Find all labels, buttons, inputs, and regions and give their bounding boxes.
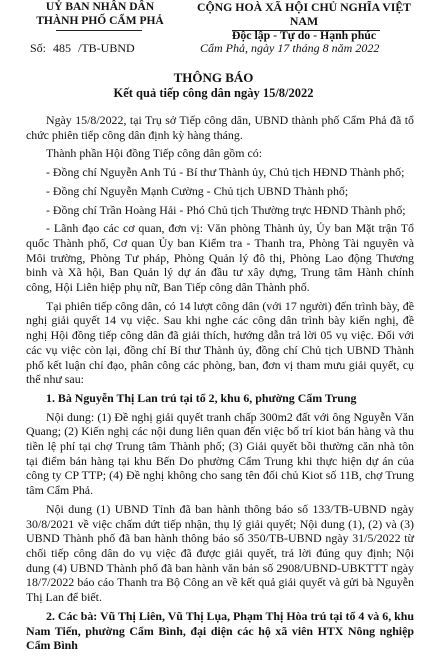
document-title: THÔNG BÁO: [173, 70, 254, 85]
agency-line-2: THÀNH PHỐ CẨM PHẢ: [36, 15, 164, 27]
case-1-heading: 1. Bà Nguyễn Thị Lan trú tại tổ 2, khu 6, phường Cẩm Trung: [46, 390, 357, 405]
doc-number-suffix: /TB-UBND: [78, 41, 135, 55]
council-intro: Thành phần Hội đồng Tiếp công dân gồm có:: [46, 146, 262, 161]
national-motto: [186, 0, 422, 42]
country-name: CỘNG HOÀ XÃ HỘI CHỦ NGHĨA VIỆT NAM: [196, 0, 412, 28]
motto: Độc lập - Tự do - Hạnh phúc: [231, 28, 377, 42]
document-subtitle: Kết quả tiếp công dân ngày 15/8/2022: [113, 86, 314, 100]
case-1-resolution: Nội dung (1) UBND Tỉnh đã ban hành thông báo số 133/TB-UBND ngày 30/8/2021 về việc chấm dứt tiếp nhận, thụ lý giải quyết; Nội dung (1), (2) và (3) UBND Thành phố đã ban hành thông báo số 350/TB-UBND ngày 31/5/2022 từ chối tiếp công dân do vụ việc đã được giải quyết, trả lời đúng quy định; Nội dung (4) UBND Thành phố đã ban hành văn bản số 2908/UBND-UBKTTT ngày 18/7/2022 báo cáo Thanh tra Bộ Công an về kết quả giải quyết và gửi bà Nguyễn Thị Lan để biết.: [26, 501, 414, 605]
agency-underline: [56, 30, 142, 31]
case-2-heading: 2. Các bà: Vũ Thị Liên, Vũ Thị Lụa, Phạm Thị Hòa trú tại tổ 4 và 6, khu Nam Tiến, phường Cẩm Bình, đại diện các hộ xã viên HTX Nông nghiệp Cẩm Bình: [26, 608, 414, 653]
council-agencies: - Lãnh đạo các cơ quan, đơn vị: Văn phòng Thành ủy, Ủy ban Mặt trận Tổ quốc Thành phố, Cơ quan Ủy ban Kiểm tra - Thanh tra, Phòng Tài nguyên và Môi trường, Phòng Tư pháp, Phòng Quản lý đô thị, Phòng Lao động Thương binh và Xã hội, Ban Quản lý dự án đầu tư xây dựng, Trung tâm Hành chính công, Hội Liên hiệp phụ nữ, Ban Tiếp công dân Thành phố.: [26, 221, 414, 295]
document-number: [30, 41, 135, 56]
motto-underline: [232, 30, 380, 31]
case-1-content: Nội dung: (1) Đề nghị giải quyết tranh chấp 300m2 đất với ông Nguyễn Văn Quang; (2) Kiến nghị các nội dung liên quan đến việc bố trí kiot bán hàng và thu tiền lệ phí tại chợ Trung tâm Thành phố; (3) Giải quyết bồi thường căn nhà tôn tại điểm bán hàng tại khu Bến Do phường Cẩm Trung khi thực hiện dự án của công ty CP TTP; (4) Đề nghị không cho sang tên đối chủ Kiot số 11B, chợ Trung tâm Cẩm Phả.: [26, 409, 414, 498]
council-member: - Đồng chí Nguyễn Mạnh Cường - Chủ tịch UBND Thành phố;: [46, 183, 349, 198]
council-member: - Đồng chí Trần Hoàng Hải - Phó Chủ tịch Thường trực HĐND Thành phố;: [46, 202, 406, 217]
document-body: [26, 113, 414, 657]
council-member: - Đồng chí Nguyễn Anh Tú - Bí thư Thành ủy, Chủ tịch HĐND Thành phố;: [46, 165, 405, 180]
issuing-agency: [10, 0, 190, 28]
intro-paragraph: Ngày 15/8/2022, tại Trụ sở Tiếp công dân, UBND thành phố Cẩm Phả đã tổ chức phiên tiếp công dân định kỳ hàng tháng.: [26, 113, 414, 142]
agency-line-1: UỶ BAN NHÂN DÂN: [45, 1, 155, 13]
doc-number-prefix: Số:: [30, 41, 47, 55]
place-and-date: Cẩm Phả, ngày 17 tháng 8 năm 2022: [200, 41, 380, 55]
session-summary: Tại phiên tiếp công dân, có 14 lượt công dân (với 17 người) đến trình bày, đề nghị giải quyết 14 vụ việc. Sau khi nghe các công dân trình bày kiến nghị, đề nghị Hội đồng tiếp công dân đã giải thích, hướng dẫn trả lời 05 vụ việc. Đối với các vụ việc còn lại, đồng chí Bí thư Thành ủy, đồng chí Chủ tịch UBND Thành phố kết luận chỉ đạo, phân công các phòng, ban, đơn vị tham mưu giải quyết, cụ thể như sau:: [26, 298, 414, 387]
doc-number-value: 485: [53, 41, 72, 55]
